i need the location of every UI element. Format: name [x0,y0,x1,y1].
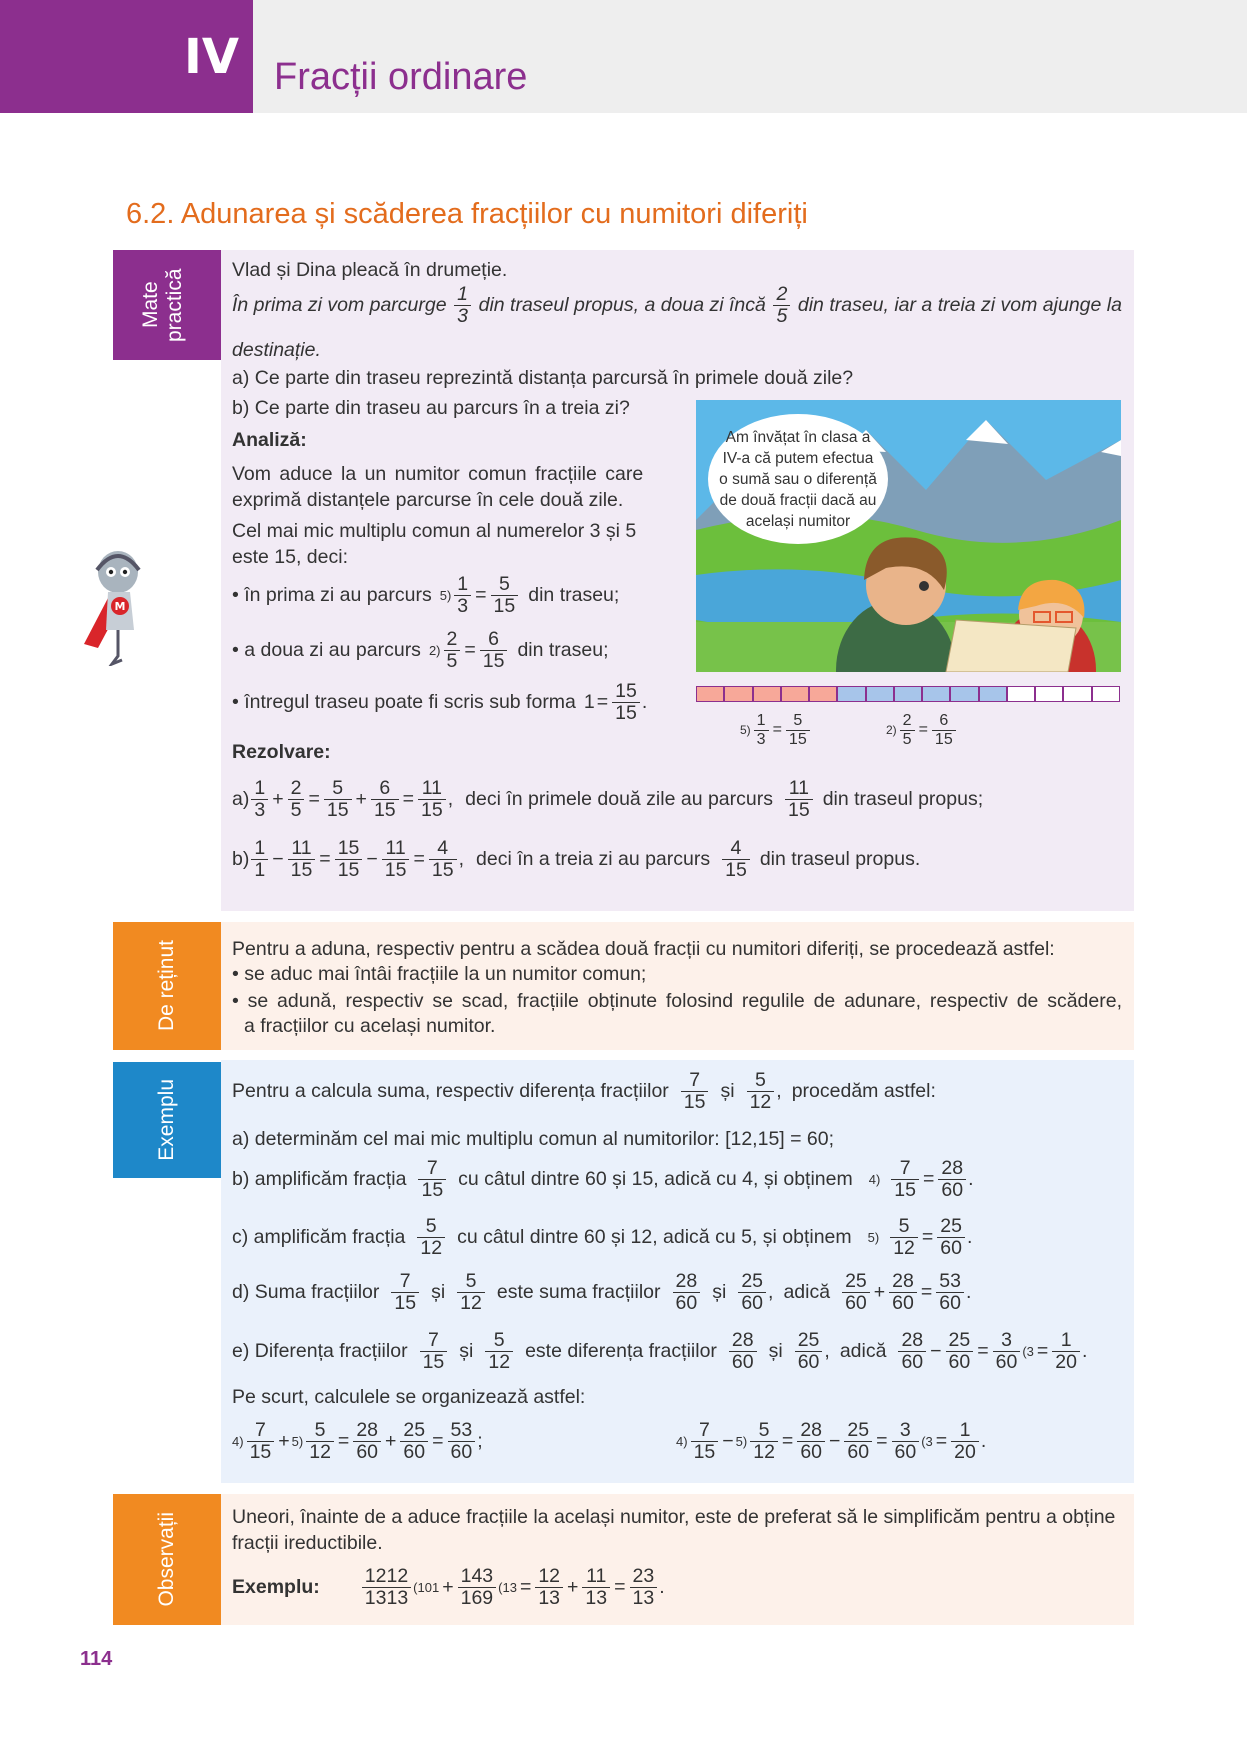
strip-cell [696,686,724,702]
strip-cell [950,686,978,702]
solution-a: a) 1 3 + $\frac{2}{5}$ = $\frac{5}{15}$ + $\frac{6}{15}$ = $\frac{11}{15}$ , deci în primele două zile au parcurs 11 15 din traseul propus; [232,777,984,822]
bullet-day2: • a doua zi au parcurs 2) $\frac{2}{5}$ = $\frac{6}{15}$ din traseu; [232,628,609,673]
mascot-icon [78,548,154,666]
fraction: 2 5 [773,284,790,328]
question-b: b) Ce parte din traseu au parcurs în a treia zi? [232,397,630,419]
short-sum: 4) 7 15 + 5) $\frac{5}{12}$ = $\frac{28}{60}$ + $\frac{25}{60}$ = $\frac{53}{60}$ ; [232,1419,483,1464]
solution-b: b) 1 1 − $\frac{11}{15}$ = $\frac{15}{15}$ − $\frac{11}{15}$ = $\frac{4}{15}$ , deci în a treia zi au parcurs 4 15 din traseul propus. [232,837,921,882]
svg-text:M: M [114,600,126,613]
strip-cell [809,686,837,702]
strip-cell [781,686,809,702]
fraction-strip [696,686,1120,702]
strip-label-2: 2) $\frac{2}{5}$ = $\frac{6}{15}$ [886,712,958,748]
strip-cell [837,686,865,702]
retinut-line1: Pentru a aduna, respectiv pentru a scădea două fracții cu numitori diferiți, se procedează astfel: [232,938,1055,960]
chapter-number: IV [0,0,253,113]
analiza-line1: Vom aduce la un numitor comun fracțiile care [232,463,644,485]
exemplu-line-c: c) amplificăm fracția 5 12 cu câtul dintre 60 și 12, adică cu 5, și obținem 5) $\frac{5}{12}$ = $\frac{25}{60}$ . [232,1215,973,1260]
problem-intro: Vlad și Dina pleacă în drumeție. [232,259,508,281]
analiza-line2: exprimă distanțele parcurse în cele două zile. [232,489,624,511]
strip-label-1: 5) $\frac{1}{3}$ = $\frac{5}{15}$ [740,712,812,748]
page-number: 114 [80,1648,113,1670]
children-icon [806,520,1116,672]
strip-cell [894,686,922,702]
exemplu-line1: Pentru a calcula suma, respectiv diferența fracțiilor 7 15 și 5 12 , procedăm astfel: [232,1069,936,1114]
question-a: a) Ce parte din traseu reprezintă distanța parcursă în primele două zile? [232,367,854,389]
bullet-day1: • în prima zi au parcurs 5) $\frac{1}{3}$ = $\frac{5}{15}$ din traseu; [232,573,620,618]
cmmmc-line1: Cel mai mic multiplu comun al numerelor 3 și 5 [232,520,637,542]
exemplu-line-d: d) Suma fracțiilor 7 15 și 5 12 este suma fracțiilor 28 60 și 25 60 , adică 25 60 + $\frac{28}{60}$ = $\frac{53}{60}$ . [232,1270,972,1315]
exemplu-line-b: b) amplificăm fracția 7 15 cu câtul dintre 60 și 15, adică cu 4, și obținem 4) $\frac{7}{15}$ = $\frac{28}{60}$ . [232,1157,974,1202]
exemplu-line-a: a) determinăm cel mai mic multiplu comun al numitorilor: [12,15] = 60; [232,1128,835,1150]
observatii-line2: fracții ireductibile. [232,1532,383,1554]
speech-bubble: Am învățat în clasa a IV-a că putem efectua o sumă sau o diferență de două fracții dacă au același numitor [719,429,877,530]
strip-cell [724,686,752,702]
strip-cell [922,686,950,702]
bullet-whole: • întregul traseu poate fi scris sub forma 1 = $\frac{15}{15}$ . [232,680,648,725]
retinut-line2: • se aduc mai întâi fracțiile la un numitor comun; [232,963,647,985]
strip-cell [1035,686,1063,702]
tab-de-retinut: De reținut [113,922,221,1050]
chapter-title: Fracții ordinare [274,56,528,98]
strip-cell [979,686,1007,702]
problem-line2: În prima zi vom parcurge 1 3 din traseul propus, a doua zi încă 2 5 din traseu, iar a treia zi vom ajunge la [232,283,1122,328]
strip-cell [866,686,894,702]
problem-line3: destinație. [232,339,321,361]
hiking-illustration [696,400,1121,672]
rezolvare-label: Rezolvare: [232,741,331,763]
fraction: 1 3 [454,284,471,328]
cmmmc-line2: este 15, deci: [232,546,348,568]
strip-cell [1007,686,1035,702]
observatii-example: Exemplu: 1212 1313 (101 + $\frac{143}{169}$ (13 = $\frac{12}{13}$ + $\frac{11}{13}$ = $\frac{23}{13}$ . [232,1565,665,1610]
section-title: 6.2. Adunarea și scăderea fracțiilor cu numitori diferiți [126,198,808,230]
tab-mate-practica: Mate practică [113,250,221,360]
strip-cell [1092,686,1120,702]
strip-cell [753,686,781,702]
observatii-line1: Uneori, înainte de a aduce fracțiile la același numitor, este de preferat să le simplificăm pentru a obține [232,1506,1116,1528]
exemplu-line-e: e) Diferența fracțiilor 7 15 și 5 12 este diferența fracțiilor 28 60 și 25 60 , adică 28 60 − $\frac{25}{60}$ = $\frac{3}{60}$ (3 = $\frac{1}{20}$ . [232,1329,1088,1374]
analiza-label: Analiză: [232,429,307,451]
short-diff: 4) 7 15 − 5) $\frac{5}{12}$ = $\frac{28}{60}$ − $\frac{25}{60}$ = $\frac{3}{60}$ (3 = $\frac{1}{20}$ . [676,1419,987,1464]
exemplu-short: Pe scurt, calculele se organizează astfel: [232,1386,586,1408]
tab-exemplu: Exemplu [113,1062,221,1178]
retinut-line3: • se adună, respectiv se scad, fracțiile obținute folosind regulile de adunare, respectiv de scădere, [232,990,1122,1012]
retinut-line4: a fracțiilor cu același numitor. [244,1015,496,1037]
strip-cell [1063,686,1091,702]
tab-observatii: Observații [113,1494,221,1625]
